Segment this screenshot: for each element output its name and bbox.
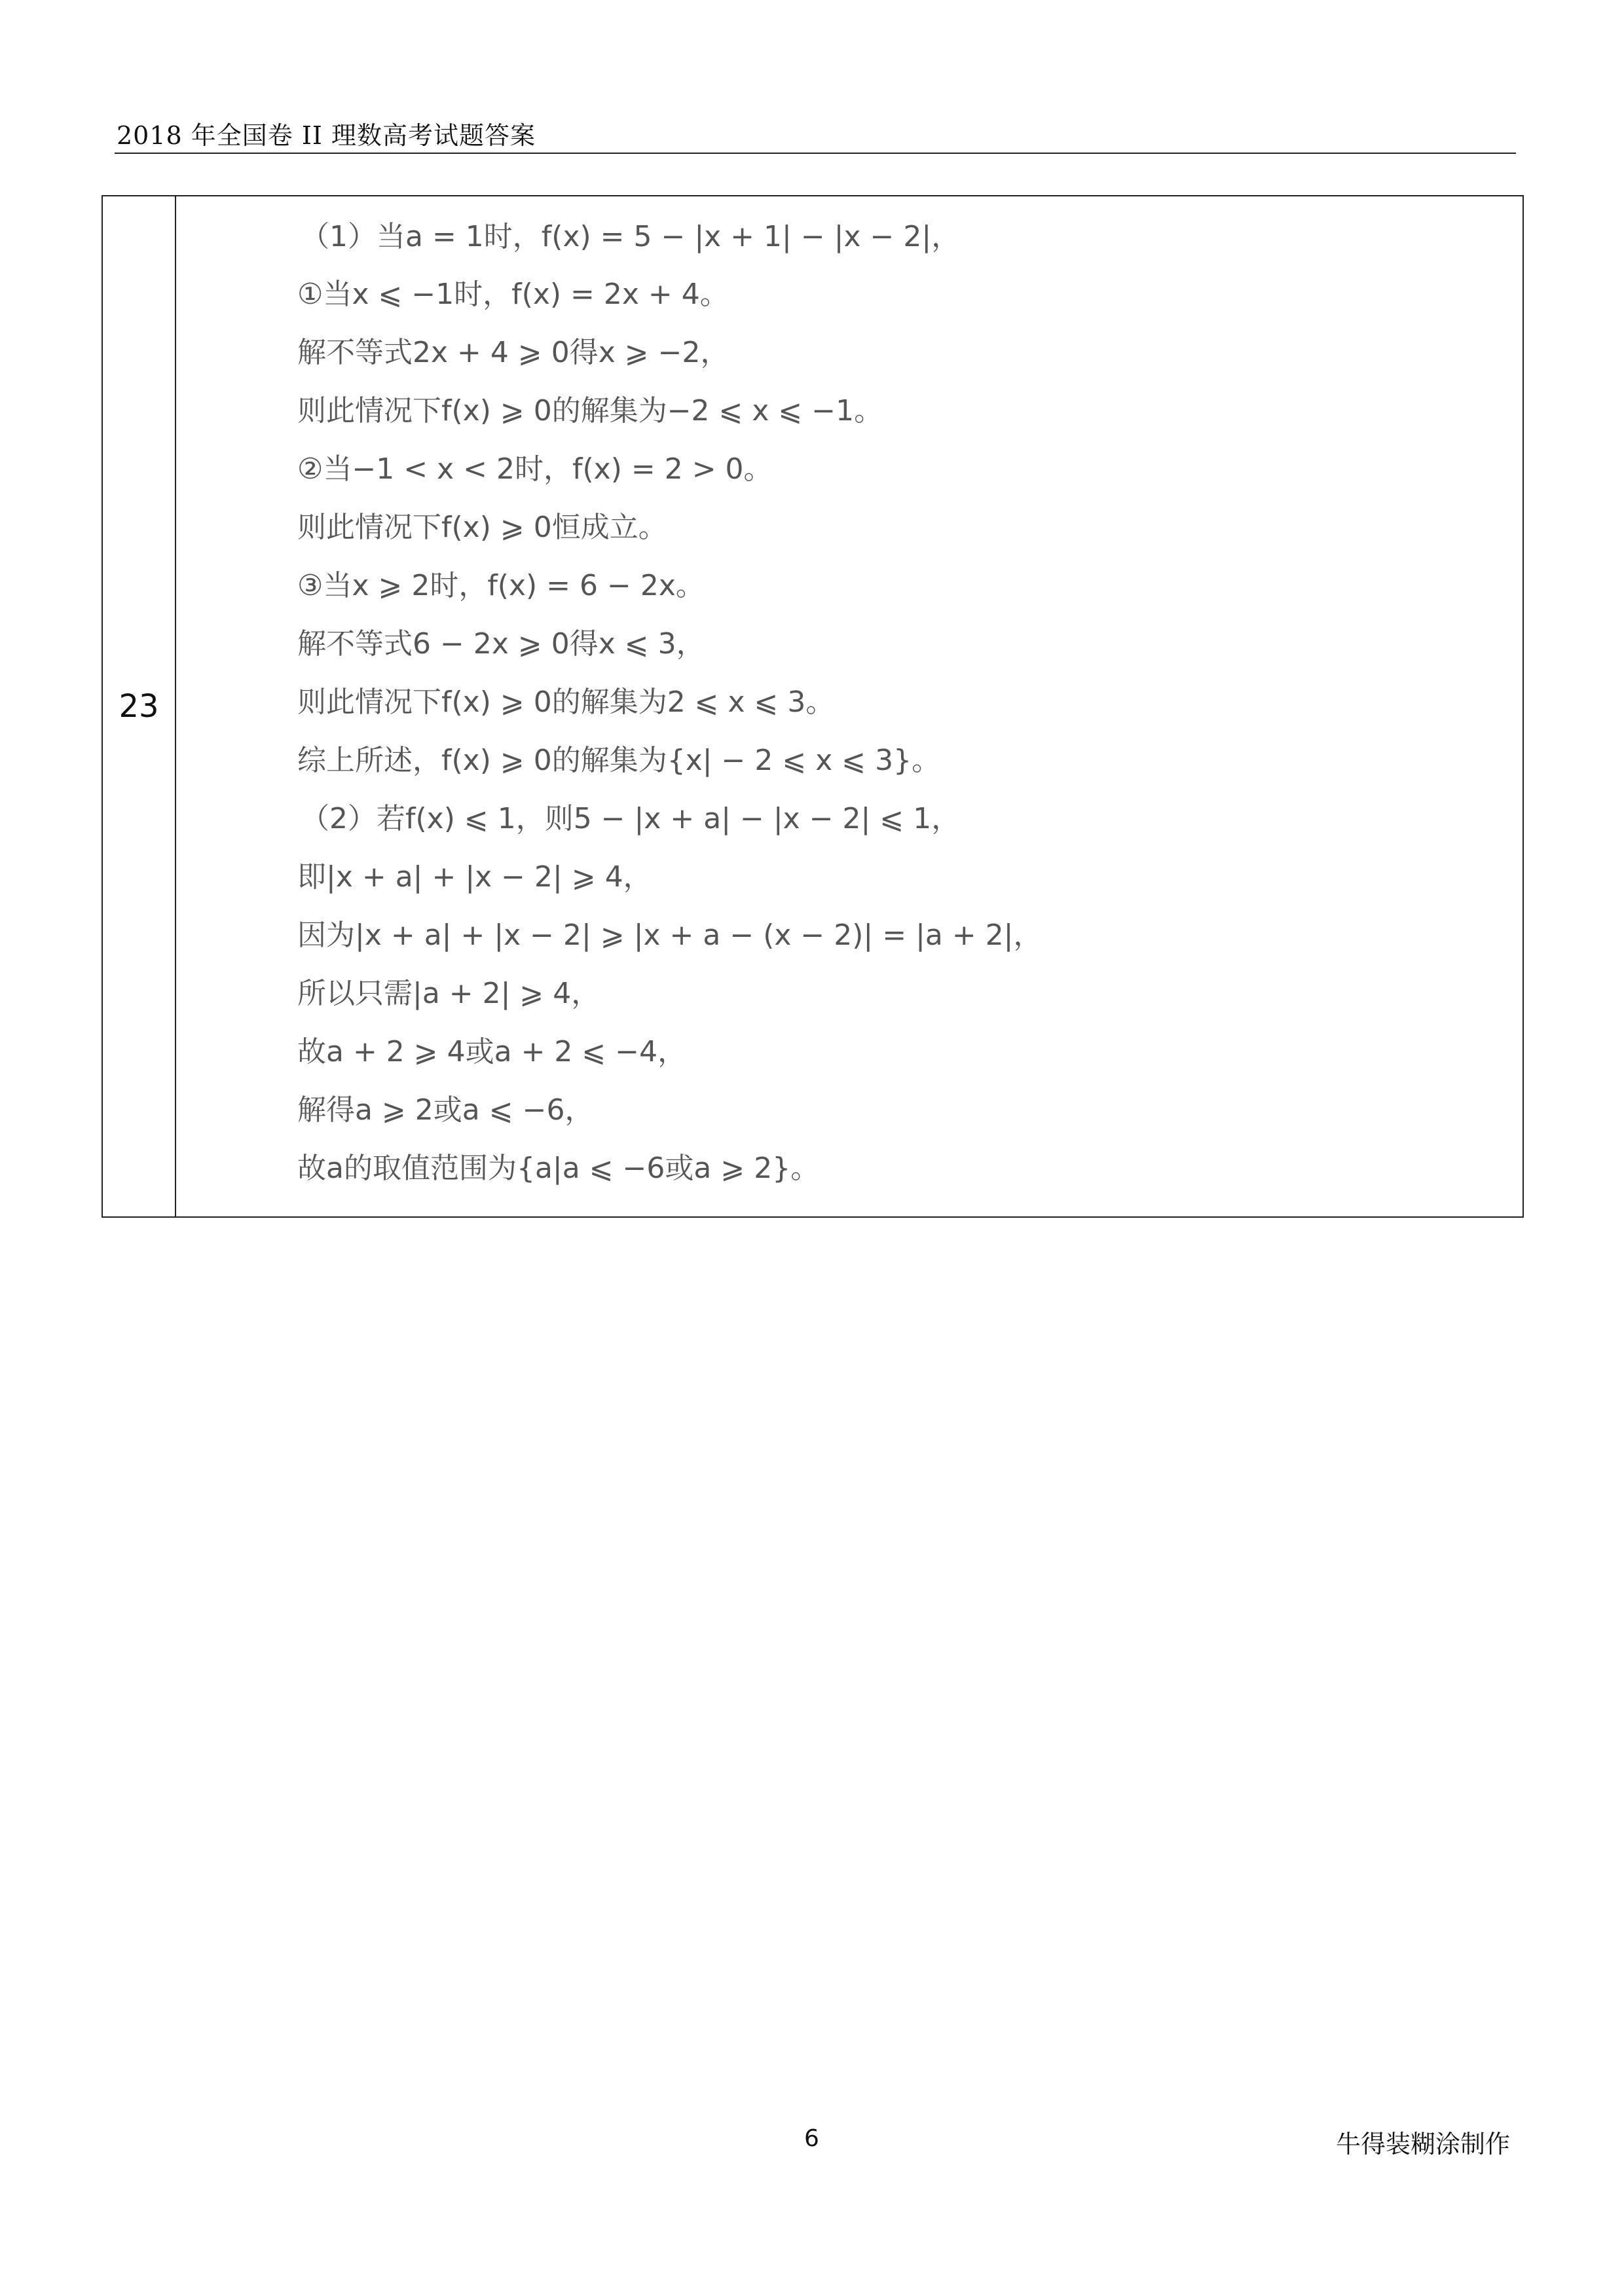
question-number: 23 (103, 196, 176, 1216)
footer-credit: 牛得装糊涂制作 (1336, 2130, 1511, 2159)
solution-line: 则此情况下f(x) ⩾ 0的解集为−2 ⩽ x ⩽ −1。 (297, 394, 883, 428)
page-header-title: 2018 年全国卷 II 理数高考试题答案 (117, 121, 536, 150)
solution-line: 解不等式2x + 4 ⩾ 0得x ⩾ −2， (297, 336, 729, 369)
solution-line: 即|x + a| + |x − 2| ⩾ 4， (297, 860, 652, 894)
header-rule (115, 153, 1516, 154)
solution-line: 综上所述，f(x) ⩾ 0的解集为{x| − 2 ⩽ x ⩽ 3}。 (297, 744, 941, 777)
solution-line: （1）当a = 1时，f(x) = 5 − |x + 1| − |x − 2|， (301, 220, 961, 253)
solution-line: 故a + 2 ⩾ 4或a + 2 ⩽ −4， (297, 1035, 687, 1068)
solution-line: 所以只需|a + 2| ⩾ 4， (297, 977, 600, 1010)
solution-line: ②当−1 < x < 2时，f(x) = 2 > 0。 (297, 452, 773, 486)
solution-line: 则此情况下f(x) ⩾ 0恒成立。 (297, 511, 667, 544)
solution-line: 因为|x + a| + |x − 2| ⩾ |x + a − (x − 2)| = |a + 2|， (297, 919, 1043, 952)
solution-line: 解不等式6 − 2x ⩾ 0得x ⩽ 3， (297, 627, 705, 661)
solution-line: ①当x ⩽ −1时，f(x) = 2x + 4。 (297, 278, 729, 311)
solution-cell (176, 196, 1522, 1216)
solution-line: 故a的取值范围为{a|a ⩽ −6或a ⩾ 2}。 (297, 1152, 820, 1185)
answer-table (101, 195, 1524, 1218)
solution-line: ③当x ⩾ 2时，f(x) = 6 − 2x。 (297, 569, 705, 602)
page-number: 6 (804, 2125, 819, 2152)
solution-line: （2）若f(x) ⩽ 1，则5 − |x + a| − |x − 2| ⩽ 1， (301, 802, 961, 835)
solution-line: 解得a ⩾ 2或a ⩽ −6， (297, 1093, 594, 1127)
solution-line: 则此情况下f(x) ⩾ 0的解集为2 ⩽ x ⩽ 3。 (297, 685, 835, 719)
